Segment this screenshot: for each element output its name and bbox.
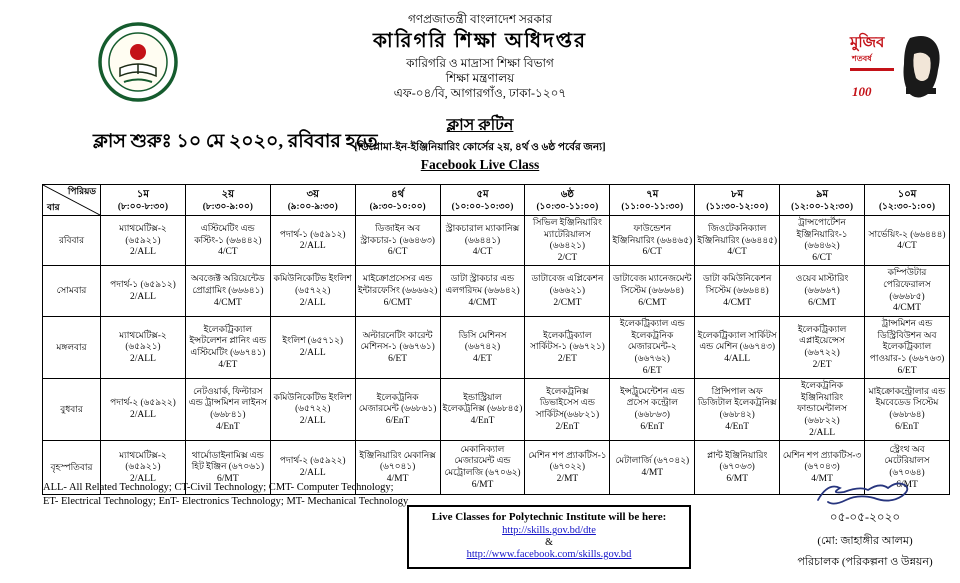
class-cell: অবজেক্ট অরিয়েন্টেড প্রোগ্রামিং (৬৬৬৪১) 4/CMT: [185, 266, 270, 316]
class-routine-table: [42, 184, 950, 495]
signature-icon: [810, 478, 920, 508]
class-cell: ইলেকট্রিক্যাল ইন্সটলেশন প্লানিং এন্ড এস্টিমেটিং (৬৬৭৪১) 4/ET: [185, 316, 270, 378]
period-header-cell: ১ম (৮:০০-৮:৩০): [101, 185, 186, 216]
class-cell: ইলেকট্রনিক ইঞ্জিনিয়ারিং ফান্ডামেন্টালস (৬৬৮২২) 2/ALL: [780, 378, 865, 440]
class-cell: পদার্থ-১ (৬৫৯১২) 2/ALL: [270, 216, 355, 266]
period-header-cell: ৯ম (১২:০০-১২:৩০): [780, 185, 865, 216]
page-title: ক্লাস রুটিন: [446, 117, 514, 134]
director-title: পরিচালক (পরিকল্পনা ও উন্নয়ন): [797, 556, 933, 568]
corner-day-label: বার: [47, 202, 60, 213]
class-start-note: ক্লাস শুরুঃ ১০ মে ২০২০, রবিবার হতে: [93, 131, 378, 152]
class-cell: কম্পিউটার পেরিফেরালস (৬৬৬৮৫) 4/CMT: [865, 266, 950, 316]
class-cell: ইলেকট্রিক্যাল সার্কিটস এন্ড মেশিন (৬৬৭৪৩) 4/ALL: [695, 316, 780, 378]
class-cell: স্ট্রাকচারাল ম্যাকানিক্স (৬৬৪৪১) 4/CT: [440, 216, 525, 266]
live-box-title: Live Classes for Polytechnic Institute will be here:: [431, 511, 667, 523]
class-cell: ডাটা কমিউনিকেশন সিস্টেম (৬৬৬৪৪) 4/CMT: [695, 266, 780, 316]
class-cell: সার্ভেয়িং-২ (৬৬৪৪৪) 4/CT: [865, 216, 950, 266]
day-label: মঙ্গলবার: [43, 316, 101, 378]
class-cell: ট্রান্সপোর্টেশন ইঞ্জিনিয়ারিং-১ (৬৬৪৬২) 6/CT: [780, 216, 865, 266]
period-header-cell: ১০ম (১২:৩০-১:০০): [865, 185, 950, 216]
class-cell: ডাটাবেজ এপ্লিকেশন (৬৬৬২১) 2/CMT: [525, 266, 610, 316]
class-cell: ইলেকট্রনিক মেজারমেন্ট (৬৬৮৬১) 6/EnT: [355, 378, 440, 440]
period-header-row: [43, 185, 950, 216]
class-cell: এস্টিমেটিং এন্ড কস্টিং-১ (৬৬৪৪২) 4/CT: [185, 216, 270, 266]
mujib-logo-text: মুজিব: [850, 35, 885, 51]
facebook-live-heading: Facebook Live Class: [420, 157, 540, 172]
table-row: [43, 316, 950, 378]
period-header-cell: ৭ম (১১:০০-১১:৩০): [610, 185, 695, 216]
mujib-logo-100: 100: [852, 84, 872, 99]
technology-legend: [43, 481, 408, 509]
corner-period-label: পিরিয়ড: [67, 186, 96, 196]
live-class-link-box: [407, 505, 691, 569]
letterhead: [0, 12, 960, 101]
class-cell: ইন্সট্রুমেন্টেশন এন্ড প্রসেস কন্ট্রোল (৬৬৮৬৩) 6/EnT: [610, 378, 695, 440]
class-cell: স্ট্রেংথ অব মেটেরিয়ালস (৬৭০৬৪) 6/MT: [865, 441, 950, 495]
class-cell: মেটালার্জি (৬৭০৪২) 4/MT: [610, 441, 695, 495]
day-label: বুধবার: [43, 378, 101, 440]
class-cell: ইন্ডাস্ট্রিয়াল ইলেকট্রনিক্স (৬৬৮৪৫) 4/EnT: [440, 378, 525, 440]
class-cell: প্রিন্সিপাল অফ ডিজিটাল ইলেকট্রনিক্স (৬৬৮৪২) 4/EnT: [695, 378, 780, 440]
class-cell: মাইক্রোকন্ট্রোলার এন্ড ইমবেডেড সিস্টেম (৬৬৮৬৪) 6/EnT: [865, 378, 950, 440]
director-name: (মো: জাহাঙ্গীর আলম): [817, 535, 913, 547]
signature-date: ০৫-০৫-২০২০: [829, 510, 901, 524]
class-cell: ডাটা স্ট্রাকচার এন্ড এলগরিদম (৬৬৬৪২) 4/CMT: [440, 266, 525, 316]
class-cell: ইলেকট্রিক্যাল এপ্লাইয়েন্সেস (৬৬৭২২) 2/ET: [780, 316, 865, 378]
class-cell: ইলেকট্রিক্যাল সার্কিটস-১ (৬৬৭২১) 2/ET: [525, 316, 610, 378]
class-cell: জিওটেকনিক্যাল ইঞ্জিনিয়ারিং (৬৬৪৪৫) 4/CT: [695, 216, 780, 266]
class-cell: ওয়েব মাস্টারিং (৬৬৬৬৭) 6/CMT: [780, 266, 865, 316]
course-scope-note: [ডিপ্লোমা-ইন-ইঞ্জিনিয়ারিং কোর্সের ২য়, ৪র্থ ও ৬ষ্ঠ পর্বের জন্য]: [354, 142, 606, 153]
class-cell: ডিসি মেশিনস (৬৬৭৪২) 4/ET: [440, 316, 525, 378]
class-cell: ম্যাথমেটিক্স-২ (৬৫৯২১) 2/ALL: [101, 216, 186, 266]
class-cell: নেটওয়ার্ক, ফিল্টারস এন্ড ট্রান্সমিশন লাইনস (৬৬৮৪১) 4/EnT: [185, 378, 270, 440]
class-cell: প্লান্ট ইঞ্জিনিয়ারিং (৬৭০৬৩) 6/MT: [695, 441, 780, 495]
period-header-cell: ৬ষ্ঠ (১০:৩০-১১:০০): [525, 185, 610, 216]
signature-block: [770, 478, 960, 572]
class-cell: মাইক্রোপ্রসেসর এন্ড ইন্টারফেসিং (৬৬৬৬২) 6/CMT: [355, 266, 440, 316]
skills-dte-link[interactable]: http://skills.gov.bd/dte: [502, 525, 596, 536]
day-label: রবিবার: [43, 216, 101, 266]
mujib-logo-subtext: শতবর্ষ: [852, 54, 872, 63]
table-row: [43, 378, 950, 440]
period-header-cell: ৪র্থ (৯:৩০-১০:০০): [355, 185, 440, 216]
class-cell: মেশিন শপ প্র্যাকটিস-১ (৬৭০২২) 2/MT: [525, 441, 610, 495]
day-label: বৃহস্পতিবার: [43, 441, 101, 495]
address-line: এফ-০৪/বি, আগারগাঁও, ঢাকা-১২০৭: [393, 86, 567, 100]
class-cell: ট্রান্সমিশন এন্ড ডিস্ট্রিবিউশন অব ইলেকট্রিক্যাল পাওয়ার-১ (৬৬৭৬৩) 6/ET: [865, 316, 950, 378]
class-cell: ফাউন্ডেশন ইঞ্জিনিয়ারিং (৬৬৪৬৫) 6/CT: [610, 216, 695, 266]
period-header-cell: ৮ম (১১:৩০-১২:০০): [695, 185, 780, 216]
class-cell: মেকানিক্যাল মেজারমেন্ট এন্ড মেট্রোলজি (৬৭০৬২) 6/MT: [440, 441, 525, 495]
class-cell: ইঞ্জিনিয়ারিং মেকানিক্স (৬৭০৪১) 4/MT: [355, 441, 440, 495]
table-row: [43, 216, 950, 266]
class-cell: পদার্থ-১ (৬৫৯১২) 2/ALL: [101, 266, 186, 316]
division-line: কারিগরি ও মাদ্রাসা শিক্ষা বিভাগ: [406, 56, 554, 70]
class-cell: অল্টারনেটিং কারেন্ট মেশিনস-১ (৬৬৭৬১) 6/ET: [355, 316, 440, 378]
facebook-skills-link[interactable]: http://www.facebook.com/skills.gov.bd: [466, 549, 632, 560]
ministry-line: শিক্ষা মন্ত্রণালয়: [445, 71, 515, 85]
class-cell: ম্যাথমেটিক্স-২ (৬৫৯২১) 2/ALL: [101, 316, 186, 378]
class-cell: পদার্থ-২ (৬৫৯২২) 2/ALL: [101, 378, 186, 440]
table-row: [43, 266, 950, 316]
ampersand: &: [545, 537, 553, 548]
class-cell: মেশিন শপ প্র্যাকটিস-৩ (৬৭০৪৩) 4/MT: [780, 441, 865, 495]
class-cell: ডিজাইন অব স্ট্রাকচার-১ (৬৬৪৬৩) 6/CT: [355, 216, 440, 266]
period-header-cell: ৩য় (৯:০০-৯:৩০): [270, 185, 355, 216]
day-label: সোমবার: [43, 266, 101, 316]
class-cell: ইংলিশ (৬৫৭১২) 2/ALL: [270, 316, 355, 378]
period-header-cell: ৫ম (১০:০০-১০:৩০): [440, 185, 525, 216]
class-cell: কমিউনিকেটিভ ইংলিশ (৬৫৭২২) 2/ALL: [270, 266, 355, 316]
legend-line-2: ET- Electrical Technology; EnT- Electronics Technology; MT- Mechanical Technology: [43, 496, 409, 508]
class-cell: ইলেকট্রিক্যাল এন্ড ইলেকট্রনিক মেজারমেন্ট-২ (৬৬৭৬২) 6/ET: [610, 316, 695, 378]
government-line: গণপ্রজাতন্ত্রী বাংলাদেশ সরকার: [407, 12, 553, 26]
directorate-name: কারিগরি শিক্ষা অধিদপ্তর: [372, 30, 588, 52]
corner-cell: [43, 185, 101, 216]
class-cell: সিভিল ইঞ্জিনিয়ারিং ম্যাটেরিয়ালস (৬৬৪২১) 2/CT: [525, 216, 610, 266]
class-cell: ম্যাথমেটিক্স-২ (৬৫৯২১) 2/ALL: [101, 441, 186, 495]
period-header-cell: ২য় (৮:৩০-৯:০০): [185, 185, 270, 216]
legend-line-1: ALL- All Related Technology; CT-Civil Technology; CMT- Computer Technology;: [43, 482, 394, 493]
class-cell: পদার্থ-২ (৬৫৯২২) 2/ALL: [270, 441, 355, 495]
class-cell: কমিউনিকেটিভ ইংলিশ (৬৫৭২২) 2/ALL: [270, 378, 355, 440]
class-cell: ইলেকট্রনিক্স ডিভাইসেস এন্ড সার্কিটস(৬৬৮২১) 2/EnT: [525, 378, 610, 440]
class-cell: ডাটাবেজ ম্যানেজমেন্ট সিস্টেম (৬৬৬৬৪) 6/CMT: [610, 266, 695, 316]
class-cell: থার্মোডাইনামিক্স এন্ড হিট ইঞ্জিন (৬৭০৬১) 6/MT: [185, 441, 270, 495]
